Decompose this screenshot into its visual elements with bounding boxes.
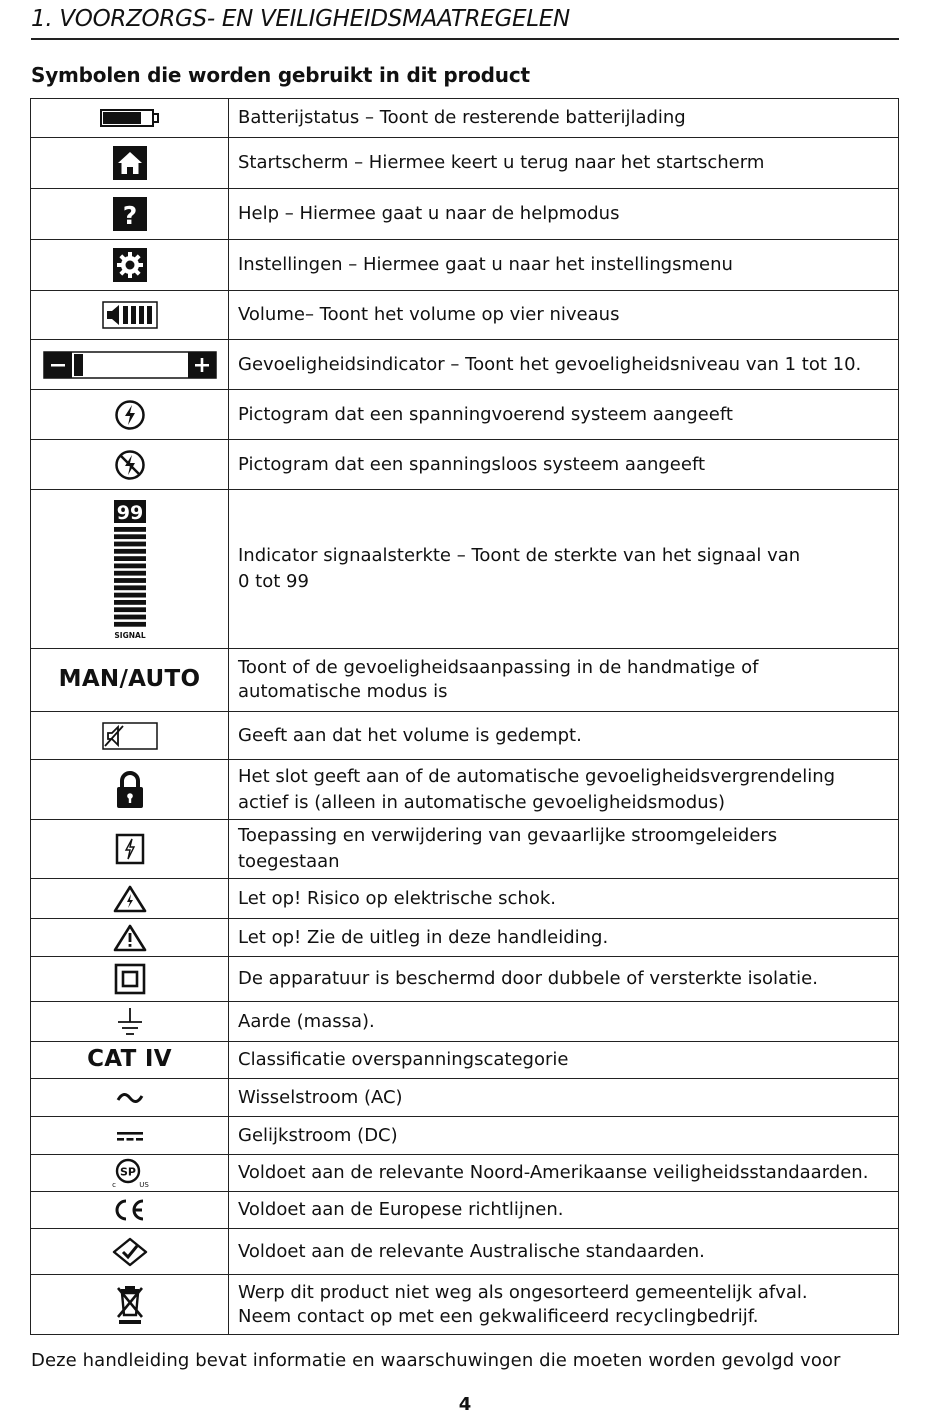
settings-gear-icon <box>113 248 147 282</box>
row-description: Wisselstroom (AC) <box>238 1086 403 1108</box>
table-row <box>31 138 899 189</box>
mute-icon <box>102 722 158 750</box>
table-row <box>31 919 899 957</box>
row-description-line2: actief is (alleen in automatische gevoeligheidsmodus) <box>238 791 726 813</box>
row-description: Volume– Toont het volume op vier niveaus <box>238 304 620 325</box>
signal-number: 99 <box>116 502 143 524</box>
signal-bar <box>114 556 146 561</box>
row-description: Help – Hiermee gaat u naar de helpmodus <box>238 203 620 224</box>
sensitivity-slider-icon <box>43 350 217 380</box>
row-description: Aarde (massa). <box>238 1010 375 1032</box>
battery-icon <box>100 109 160 127</box>
shock-warning-icon <box>113 885 147 913</box>
row-description: Classificatie overspanningscategorie <box>238 1049 569 1070</box>
csa-mark-icon <box>108 1157 152 1189</box>
table-row <box>31 1275 899 1335</box>
signal-bar <box>114 542 146 547</box>
table-row <box>31 240 899 291</box>
weee-bin-icon <box>116 1284 144 1326</box>
row-description: Instellingen – Hiermee gaat u naar het instellingsmenu <box>238 254 733 275</box>
signal-label: SIGNAL <box>113 631 146 640</box>
row-description: Gevoeligheidsindicator – Toont het gevoeligheidsniveau van 1 tot 10. <box>238 353 862 375</box>
man-auto-label: MAN/AUTO <box>58 666 201 692</box>
table-row <box>31 340 899 390</box>
table-row <box>31 1192 899 1229</box>
svg-text:SP: SP <box>119 1165 136 1179</box>
ac-icon <box>116 1091 144 1105</box>
chapter-title: 1. VOORZORGS- EN VEILIGHEIDSMAATREGELEN <box>31 4 899 40</box>
row-description: Geeft aan dat het volume is gedempt. <box>238 724 582 746</box>
svg-text:c: c <box>111 1181 116 1189</box>
dc-icon <box>115 1129 145 1143</box>
live-system-icon <box>114 399 146 431</box>
row-description: Indicator signaalsterkte – Toont de sterkte van het signaal van <box>238 545 801 566</box>
double-insulation-icon <box>114 963 146 995</box>
page-number: 4 <box>458 1394 472 1415</box>
signal-bar <box>114 607 146 612</box>
table-row <box>31 1229 899 1275</box>
signal-strength-icon <box>110 498 150 640</box>
rcm-mark-icon <box>112 1237 148 1267</box>
earth-ground-icon <box>116 1007 144 1037</box>
row-description: Gelijkstroom (DC) <box>238 1124 398 1146</box>
table-row <box>31 1002 899 1042</box>
row-description: Startscherm – Hiermee keert u terug naar het startscherm <box>238 152 765 173</box>
signal-bar <box>114 593 146 598</box>
symbols-table <box>30 98 899 1335</box>
row-description: Toont of de gevoeligheidsaanpassing in de handmatige of <box>238 657 759 678</box>
row-description: Pictogram dat een spanningsloos systeem aangeeft <box>238 453 706 475</box>
table-row <box>31 957 899 1002</box>
row-description: Het slot geeft aan of de automatische gevoeligheidsvergrendeling <box>238 765 836 787</box>
dead-system-icon <box>114 449 146 481</box>
help-icon <box>113 197 147 231</box>
signal-bar <box>114 585 146 590</box>
section-title: Symbolen die worden gebruikt in dit product <box>31 63 530 87</box>
home-icon <box>113 146 147 180</box>
signal-bar <box>114 622 146 627</box>
signal-bar <box>114 600 146 605</box>
row-description-line2: Neem contact op met een gekwalificeerd recyclingbedrijf. <box>238 1305 759 1327</box>
row-description-line2: automatische modus is <box>238 681 448 702</box>
table-row <box>31 879 899 919</box>
table-row <box>31 820 899 879</box>
ce-mark-icon <box>112 1198 148 1222</box>
table-row <box>31 291 899 340</box>
table-row <box>31 1042 899 1079</box>
signal-bar <box>114 534 146 539</box>
signal-bar <box>114 615 146 620</box>
table-row <box>31 1155 899 1192</box>
row-description: Pictogram dat een spanningvoerend systeem aangeeft <box>238 403 733 425</box>
caution-icon <box>113 924 147 952</box>
row-description: Voldoet aan de Europese richtlijnen. <box>238 1199 564 1220</box>
row-description: Batterijstatus – Toont de resterende batterijlading <box>238 107 686 128</box>
row-description: Voldoet aan de relevante Noord-Amerikaanse veiligheidsstandaarden. <box>238 1162 869 1183</box>
row-description: Werp dit product niet weg als ongesorteerd gemeentelijk afval. <box>238 1281 808 1303</box>
table-row <box>31 189 899 240</box>
signal-bar <box>114 571 146 576</box>
signal-bar <box>114 564 146 569</box>
signal-bar <box>114 527 146 532</box>
row-description: De apparatuur is beschermd door dubbele of versterkte isolatie. <box>238 968 818 989</box>
cat-iv-label: CAT IV <box>87 1046 172 1072</box>
signal-bar <box>114 549 146 554</box>
table-row <box>31 760 899 820</box>
table-row <box>31 1079 899 1117</box>
row-description-line2: toegestaan <box>238 851 340 872</box>
lock-icon <box>114 770 146 810</box>
table-row <box>31 490 899 649</box>
row-description: Let op! Risico op elektrische schok. <box>238 887 556 909</box>
table-row <box>31 390 899 440</box>
row-description-line2: 0 tot 99 <box>238 571 309 592</box>
volume-icon <box>102 301 158 329</box>
body-paragraph: Deze handleiding bevat informatie en waarschuwingen die moeten worden gevolgd voor <box>31 1350 841 1371</box>
hazardous-conductor-icon <box>115 833 145 865</box>
table-row <box>31 99 899 138</box>
table-row <box>31 712 899 760</box>
svg-text:?: ? <box>122 201 137 230</box>
row-description: Voldoet aan de relevante Australische standaarden. <box>238 1240 705 1262</box>
row-description: Toepassing en verwijdering van gevaarlijke stroomgeleiders <box>238 825 778 846</box>
table-row <box>31 649 899 712</box>
signal-bar <box>114 578 146 583</box>
row-description: Let op! Zie de uitleg in deze handleiding. <box>238 926 609 948</box>
table-row <box>31 1117 899 1155</box>
svg-text:US: US <box>138 1181 149 1189</box>
table-row <box>31 440 899 490</box>
